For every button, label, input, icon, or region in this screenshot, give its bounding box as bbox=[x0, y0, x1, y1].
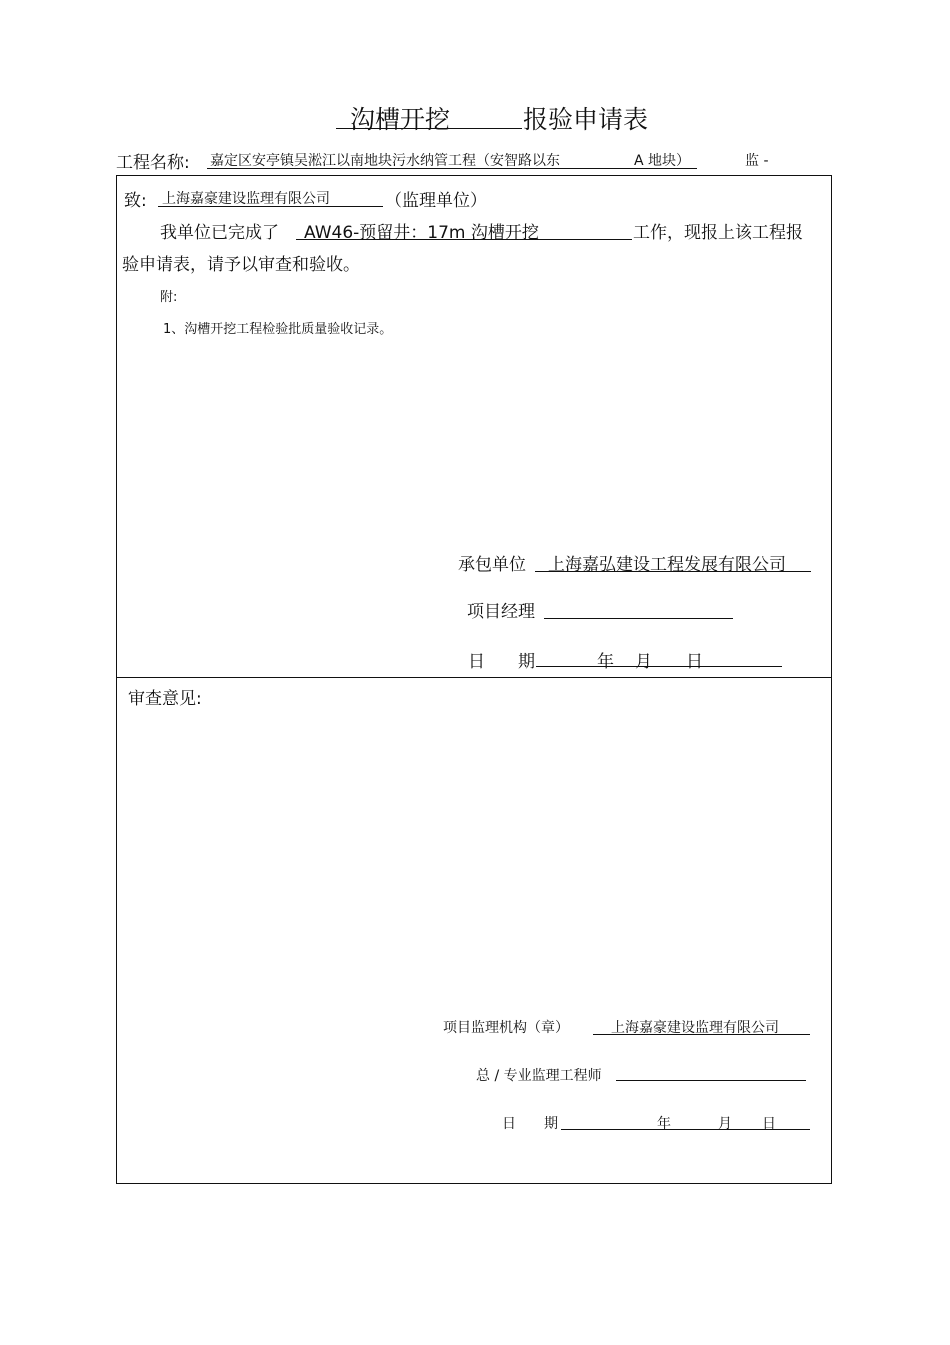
review-date-month: 月 bbox=[718, 1116, 732, 1132]
project-name-underline bbox=[207, 168, 697, 169]
completed-work-underline bbox=[296, 239, 632, 240]
engineer-label: 总 / 专业监理工程师 bbox=[476, 1068, 602, 1084]
title-underline bbox=[336, 128, 522, 129]
supervisor-unit-underline bbox=[158, 206, 383, 207]
contractor-label: 承包单位 bbox=[458, 555, 526, 575]
review-date-label-2: 期 bbox=[544, 1116, 558, 1132]
pm-signature-line bbox=[544, 618, 733, 619]
to-label: 致: bbox=[124, 191, 147, 211]
project-code-label: 监 - bbox=[745, 153, 769, 169]
contractor-value: 上海嘉弘建设工程发展有限公司 bbox=[548, 555, 786, 575]
supervision-org-label: 项目监理机构（章） bbox=[443, 1020, 569, 1036]
date-label-1: 日 bbox=[468, 652, 485, 672]
supervisor-unit-value: 上海嘉豪建设监理有限公司 bbox=[162, 191, 330, 207]
supervisor-unit-suffix: （监理单位） bbox=[385, 191, 487, 211]
title-part2: 报验申请表 bbox=[523, 105, 649, 134]
date-label-2: 期 bbox=[518, 652, 535, 672]
supervision-org-value: 上海嘉豪建设监理有限公司 bbox=[611, 1020, 779, 1036]
table-divider bbox=[116, 677, 832, 678]
date-line bbox=[536, 666, 782, 667]
date-year: 年 bbox=[597, 652, 614, 672]
attachment-label: 附: bbox=[160, 290, 178, 305]
pm-label: 项目经理 bbox=[467, 602, 535, 622]
completed-work: AW46-预留井：17m 沟槽开挖 bbox=[304, 223, 539, 243]
supervision-org-underline bbox=[593, 1034, 810, 1035]
project-name-tail: A 地块） bbox=[634, 153, 691, 169]
engineer-signature-line bbox=[616, 1080, 806, 1081]
date-day: 日 bbox=[686, 652, 703, 672]
review-date-day: 日 bbox=[762, 1116, 776, 1132]
review-date-label-1: 日 bbox=[502, 1116, 516, 1132]
date-month: 月 bbox=[635, 652, 652, 672]
project-name-value: 嘉定区安亭镇吴淞江以南地块污水纳管工程（安智路以东 bbox=[210, 153, 560, 169]
title-part1: 沟槽开挖 bbox=[350, 105, 451, 134]
attachment-item: 1、沟槽开挖工程检验批质量验收记录。 bbox=[163, 322, 393, 337]
review-label: 审查意见: bbox=[128, 689, 202, 709]
completed-suffix: 工作，现报上该工程报 bbox=[633, 223, 803, 243]
request-text: 验申请表，请予以审查和验收。 bbox=[122, 255, 360, 275]
completed-prefix: 我单位已完成了 bbox=[160, 223, 279, 243]
review-date-year: 年 bbox=[657, 1116, 671, 1132]
contractor-underline bbox=[535, 571, 811, 572]
project-name-label: 工程名称: bbox=[116, 153, 190, 173]
